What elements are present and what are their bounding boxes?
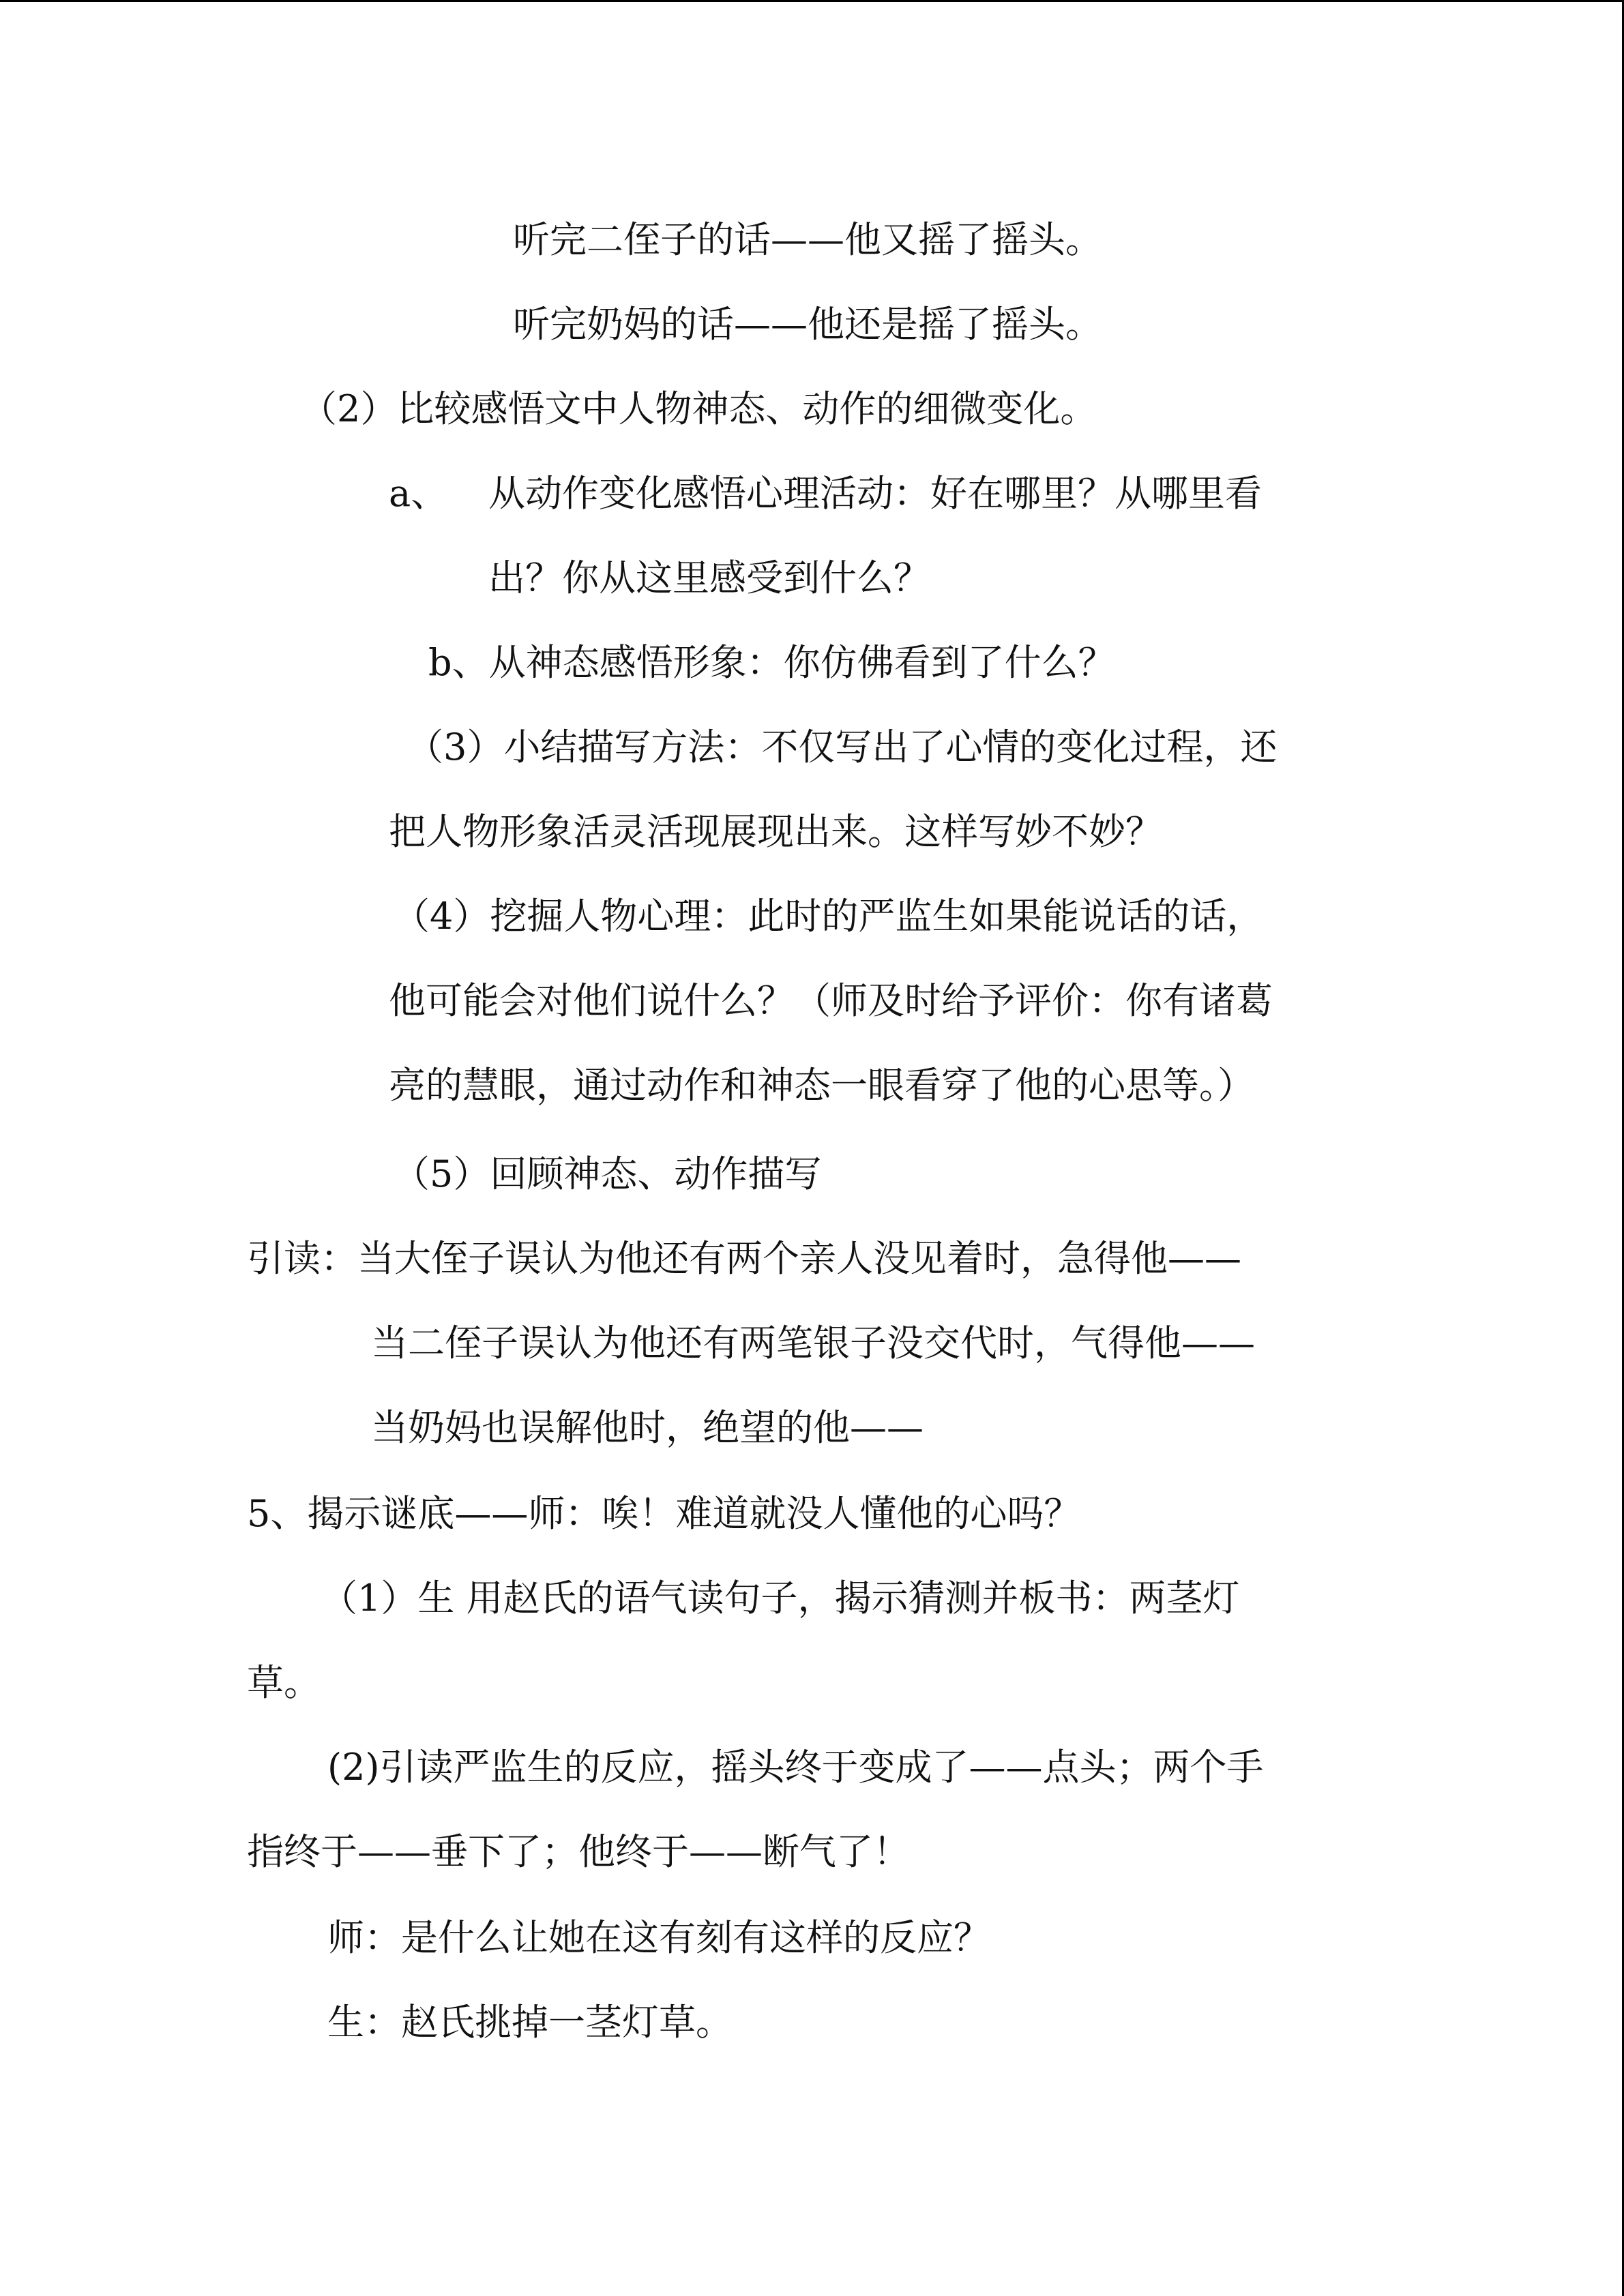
text-line-9: （4）挖掘人物心理：此时的严监生如果能说话的话，: [393, 895, 1264, 938]
text-line-12: （5）回顾神态、动作描写: [393, 1152, 822, 1195]
text-line-5: 出？你从这里感受到什么？: [488, 556, 930, 599]
text-line-20: 指终于——垂下了；他终于——断气了！: [247, 1830, 910, 1873]
text-line-10: 他可能会对他们说什么？（师及时给予评价：你有诸葛: [389, 979, 1273, 1022]
text-line-2: 听完奶妈的话——他还是摇了摇头。: [513, 303, 1102, 346]
text-line-8: 把人物形象活灵活现展现出来。这样写妙不妙？: [389, 810, 1162, 853]
text-line-7: （3）小结描写方法：不仅写出了心情的变化过程，还: [407, 726, 1278, 769]
text-line-11: 亮的慧眼，通过动作和神态一眼看穿了他的心思等。）: [389, 1064, 1254, 1107]
text-line-22: 生：赵氏挑掉一茎灯草。: [327, 2001, 733, 2044]
text-line-3: （2）比较感悟文中人物神态、动作的细微变化。: [300, 387, 1097, 430]
text-line-4: 从动作变化感悟心理活动：好在哪里？从哪里看: [488, 472, 1262, 515]
text-line-6: b、从神态感悟形象：你仿佛看到了什么？: [428, 641, 1115, 684]
text-line-18: 草。: [247, 1661, 321, 1704]
text-line-13: 引读：当大侄子误认为他还有两个亲人没见着时，急得他——: [247, 1237, 1241, 1280]
text-line-16: 5、揭示谜底——师：唉！难道就没人懂他的心吗？: [247, 1492, 1081, 1535]
text-line-14: 当二侄子误认为他还有两笔银子没交代时，气得他——: [371, 1322, 1255, 1365]
list-marker-a: a、: [389, 472, 448, 515]
page-border-top: [0, 0, 1624, 2]
text-line-19: (2)引读严监生的反应，摇头终于变成了——点头；两个手: [327, 1746, 1264, 1789]
text-line-15: 当奶妈也误解他时，绝望的他——: [371, 1406, 924, 1449]
text-line-21: 师：是什么让她在这有刻有这样的反应？: [327, 1916, 990, 1959]
text-line-17: （1）生 用赵氏的语气读句子，揭示猜测并板书：两茎灯: [321, 1577, 1240, 1620]
text-line-1: 听完二侄子的话——他又摇了摇头。: [513, 218, 1102, 261]
